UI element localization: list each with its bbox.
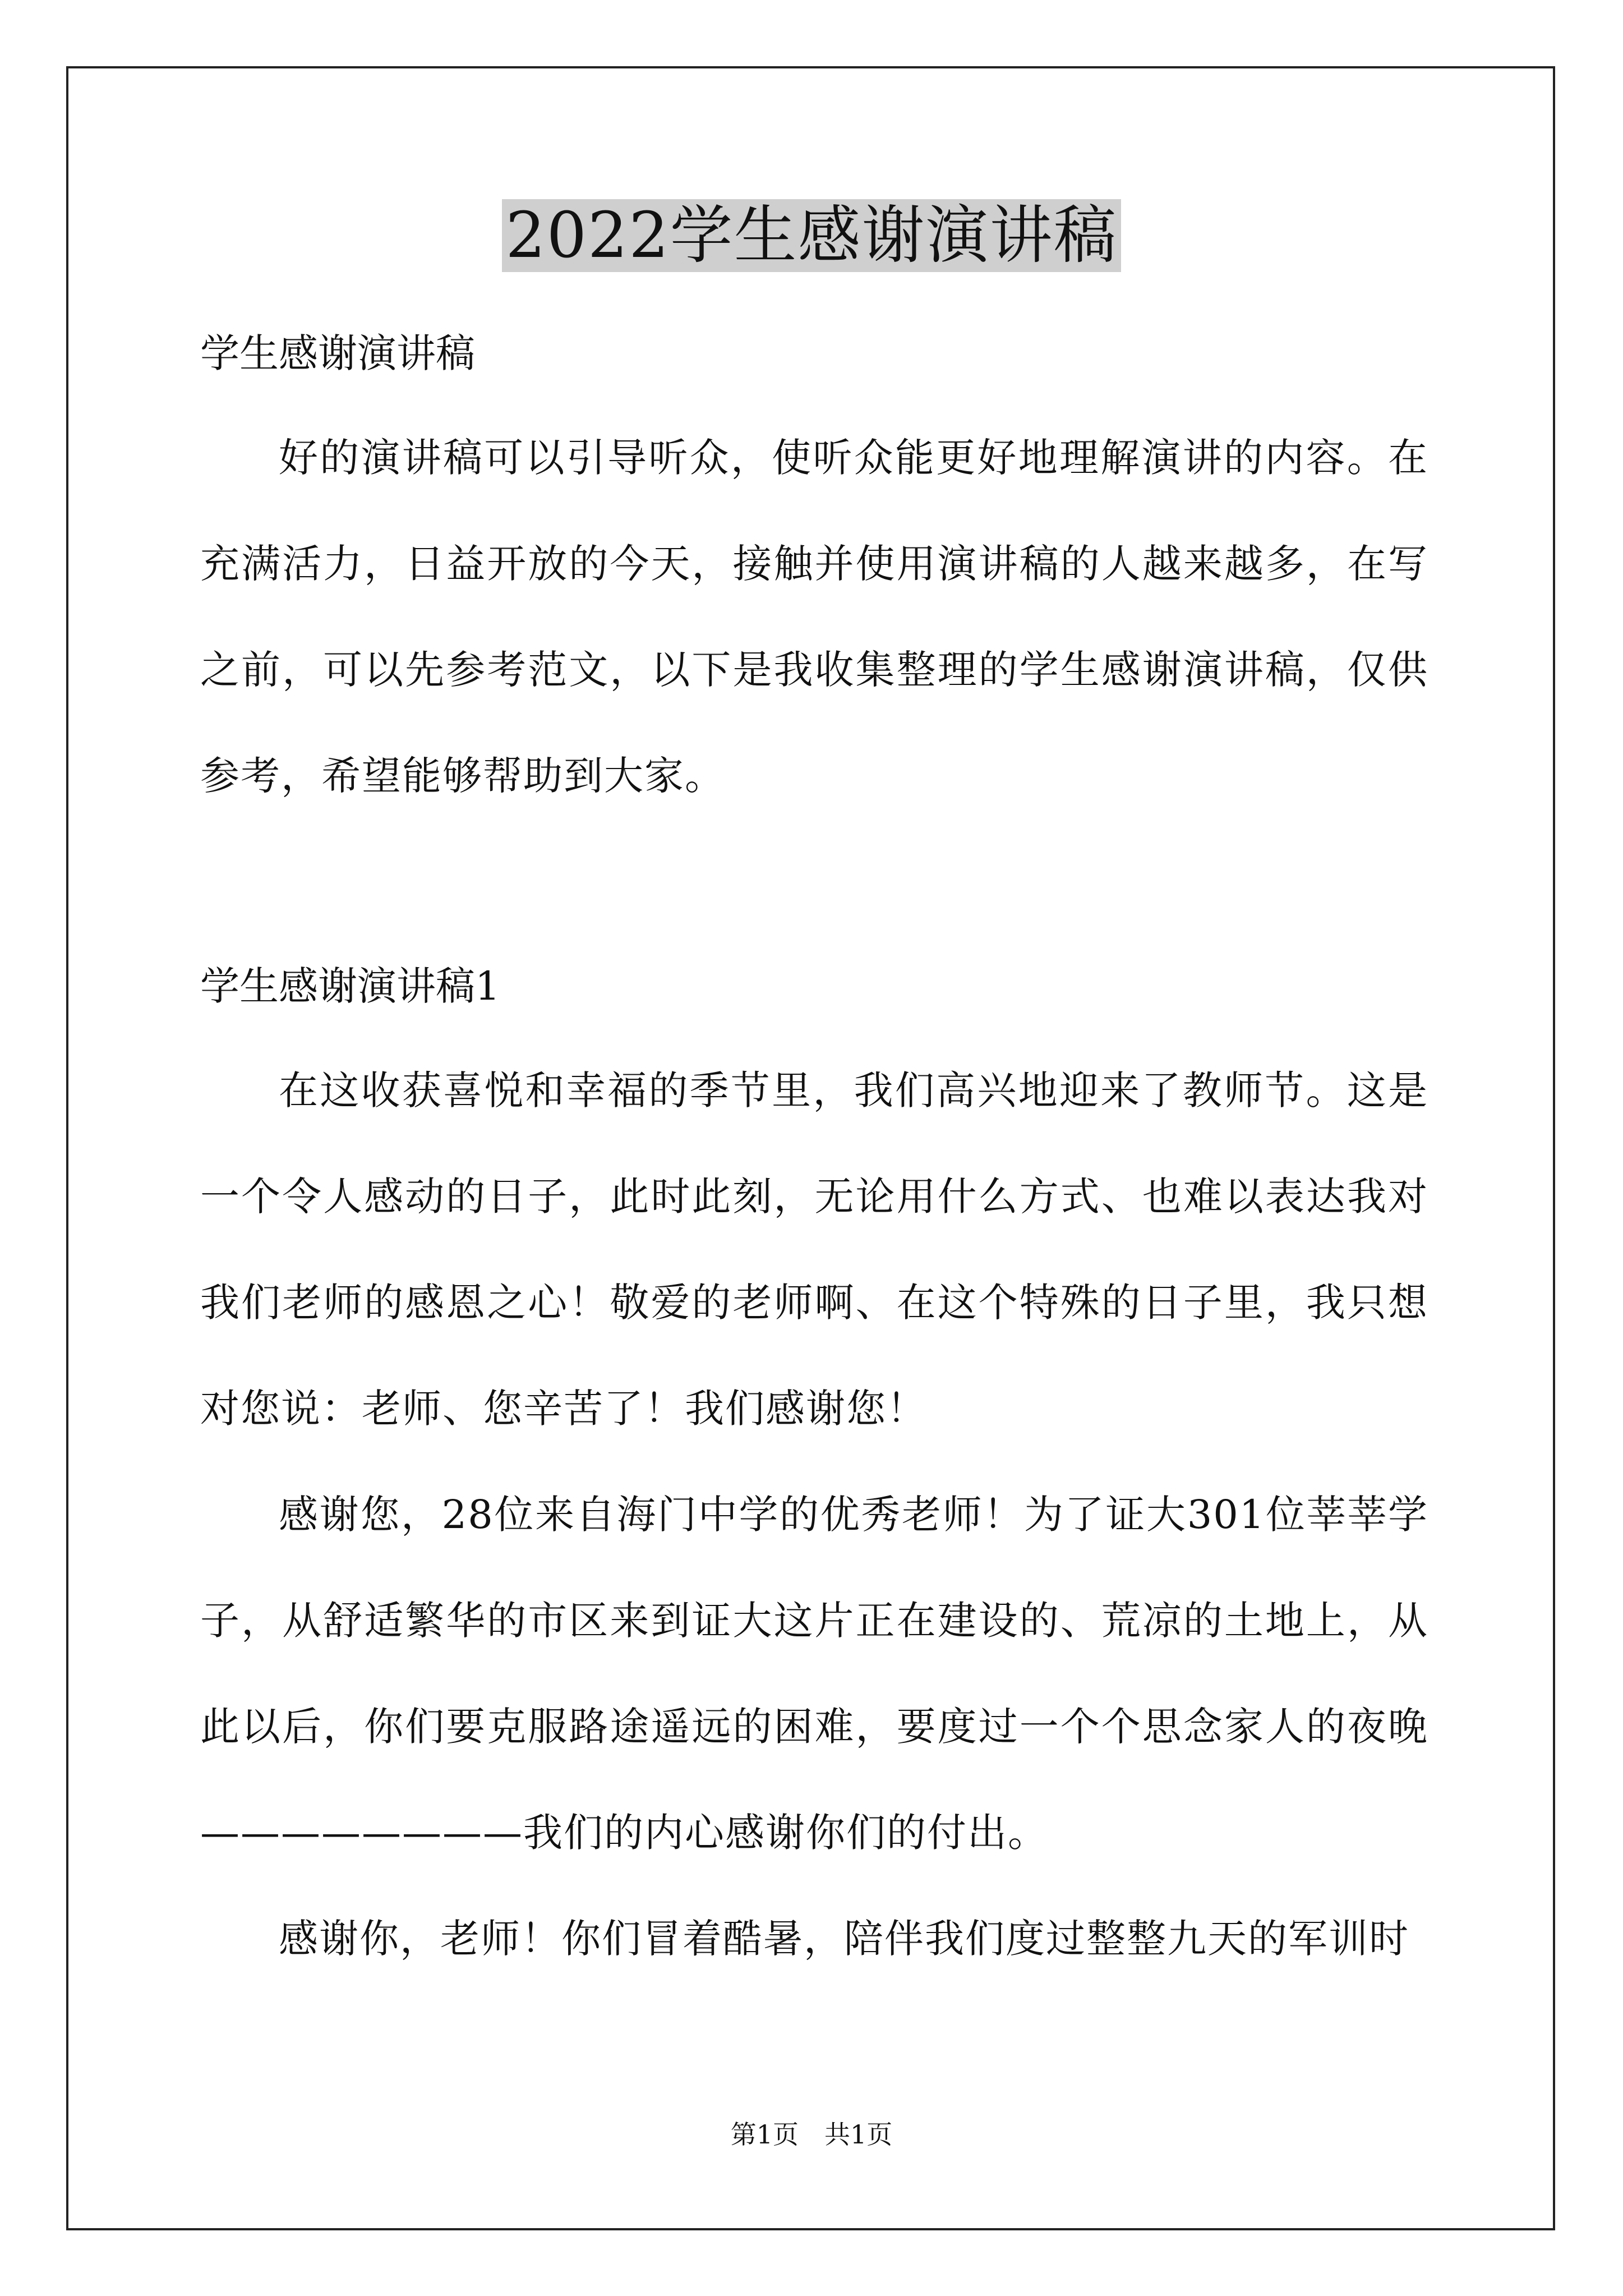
section1-paragraph-2: 感谢您，28位来自海门中学的优秀老师！为了证大301位莘莘学子，从舒适繁华的市区来到证大这片正在建设的、荒凉的土地上，从此以后，你们要克服路途遥远的困难，要度过一个个思念家人的夜晚————————我们的内心感谢你们的付出。: [200, 1492, 1428, 1856]
document-title-text: 2022学生感谢演讲稿: [502, 199, 1121, 272]
page-footer: [0, 2118, 1623, 2151]
document-body: [200, 314, 1428, 1992]
intro-heading: 学生感谢演讲稿: [200, 330, 475, 376]
section1-paragraph-3: 感谢你，老师！你们冒着酷暑，陪伴我们度过整整九天的军训时: [279, 1916, 1409, 1962]
section1-heading: 学生感谢演讲稿1: [200, 963, 500, 1009]
document-title: [0, 194, 1623, 278]
page-number: 第1页 共1页: [730, 2119, 893, 2150]
intro-paragraph: 好的演讲稿可以引导听众，使听众能更好地理解演讲的内容。在充满活力，日益开放的今天，接触并使用演讲稿的人越来越多，在写之前，可以先参考范文，以下是我收集整理的学生感谢演讲稿，仅供参考，希望能够帮助到大家。: [200, 435, 1428, 799]
section1-paragraph-1: 在这收获喜悦和幸福的季节里，我们高兴地迎来了教师节。这是一个令人感动的日子，此时此刻，无论用什么方式、也难以表达我对我们老师的感恩之心！敬爱的老师啊、在这个特殊的日子里，我只想对您说：老师、您辛苦了！我们感谢您！: [200, 1068, 1428, 1432]
